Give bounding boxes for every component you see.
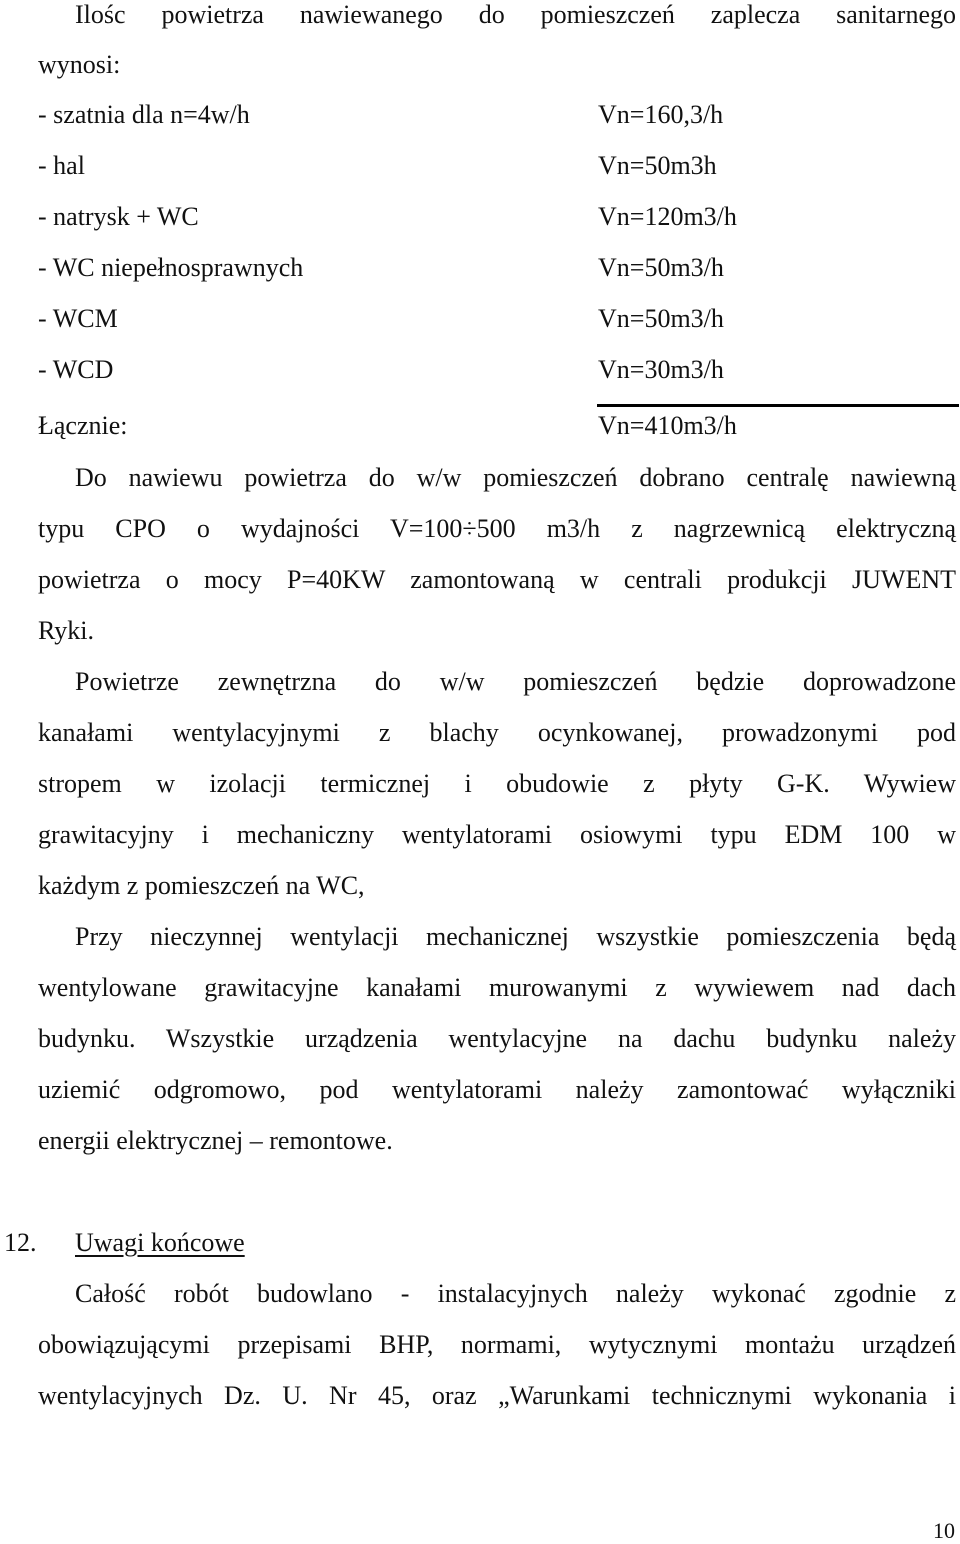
paragraph-line: energii elektrycznej – remontowe. (38, 1126, 393, 1155)
paragraph-line: Powietrze zewnętrzna do w/w pomieszczeń będzie doprowadzone (75, 667, 956, 696)
paragraph-line: obowiązującymi przepisami BHP, normami, wytycznymi montażu urządzeń (38, 1330, 956, 1359)
paragraph-line: kanałami wentylacyjnymi z blachy ocynkowanej, prowadzonymi pod (38, 718, 956, 747)
total-value: Vn=410m3/h (598, 411, 737, 440)
total-label: Łącznie: (38, 411, 128, 440)
paragraph-line: uziemić odgromowo, pod wentylatorami należy zamontować wyłączniki (38, 1075, 956, 1104)
intro-line: wynosi: (38, 50, 121, 79)
room-value: Vn=50m3/h (598, 253, 724, 282)
paragraph-line: Do nawiewu powietrza do w/w pomieszczeń dobrano centralę nawiewną (75, 463, 956, 492)
room-value: Vn=120m3/h (598, 202, 737, 231)
paragraph-line: stropem w izolacji termicznej i obudowie z płyty G-K. Wywiew (38, 769, 956, 798)
paragraph-line: Przy nieczynnej wentylacji mechanicznej wszystkie pomieszczenia będą (75, 922, 956, 951)
room-label: - hal (38, 151, 85, 180)
room-label: - WCM (38, 304, 118, 333)
room-value: Vn=30m3/h (598, 355, 724, 384)
paragraph-line: wentylowane grawitacyjne kanałami murowanymi z wywiewem nad dach (38, 973, 956, 1002)
room-label: - WCD (38, 355, 114, 384)
paragraph-line: Całość robót budowlano - instalacyjnych należy wykonać zgodnie z (75, 1279, 956, 1308)
room-label: - WC niepełnosprawnych (38, 253, 304, 282)
paragraph-line: grawitacyjny i mechaniczny wentylatorami osiowymi typu EDM 100 w (38, 820, 956, 849)
page-number: 10 (933, 1518, 955, 1543)
paragraph-line: każdym z pomieszczeń na WC, (38, 871, 365, 900)
section-title: Uwagi końcowe (75, 1228, 245, 1257)
intro-line: Ilośc powietrza nawiewanego do pomieszczeń zaplecza sanitarnego (75, 0, 956, 29)
room-label: - natrysk + WC (38, 202, 199, 231)
section-number: 12. (4, 1228, 37, 1257)
paragraph-line: typu CPO o wydajności V=100÷500 m3/h z nagrzewnicą elektryczną (38, 514, 956, 543)
paragraph-line: budynku. Wszystkie urządzenia wentylacyjne na dachu budynku należy (38, 1024, 956, 1053)
sum-rule (597, 404, 959, 407)
room-value: Vn=160,3/h (598, 100, 724, 129)
paragraph-line: wentylacyjnych Dz. U. Nr 45, oraz „Warunkami technicznymi wykonania i (38, 1381, 956, 1410)
paragraph-line: Ryki. (38, 616, 95, 645)
room-value: Vn=50m3h (598, 151, 717, 180)
room-value: Vn=50m3/h (598, 304, 724, 333)
paragraph-line: powietrza o mocy P=40KW zamontowaną w centrali produkcji JUWENT (38, 565, 956, 594)
room-label: - szatnia dla n=4w/h (38, 100, 250, 129)
